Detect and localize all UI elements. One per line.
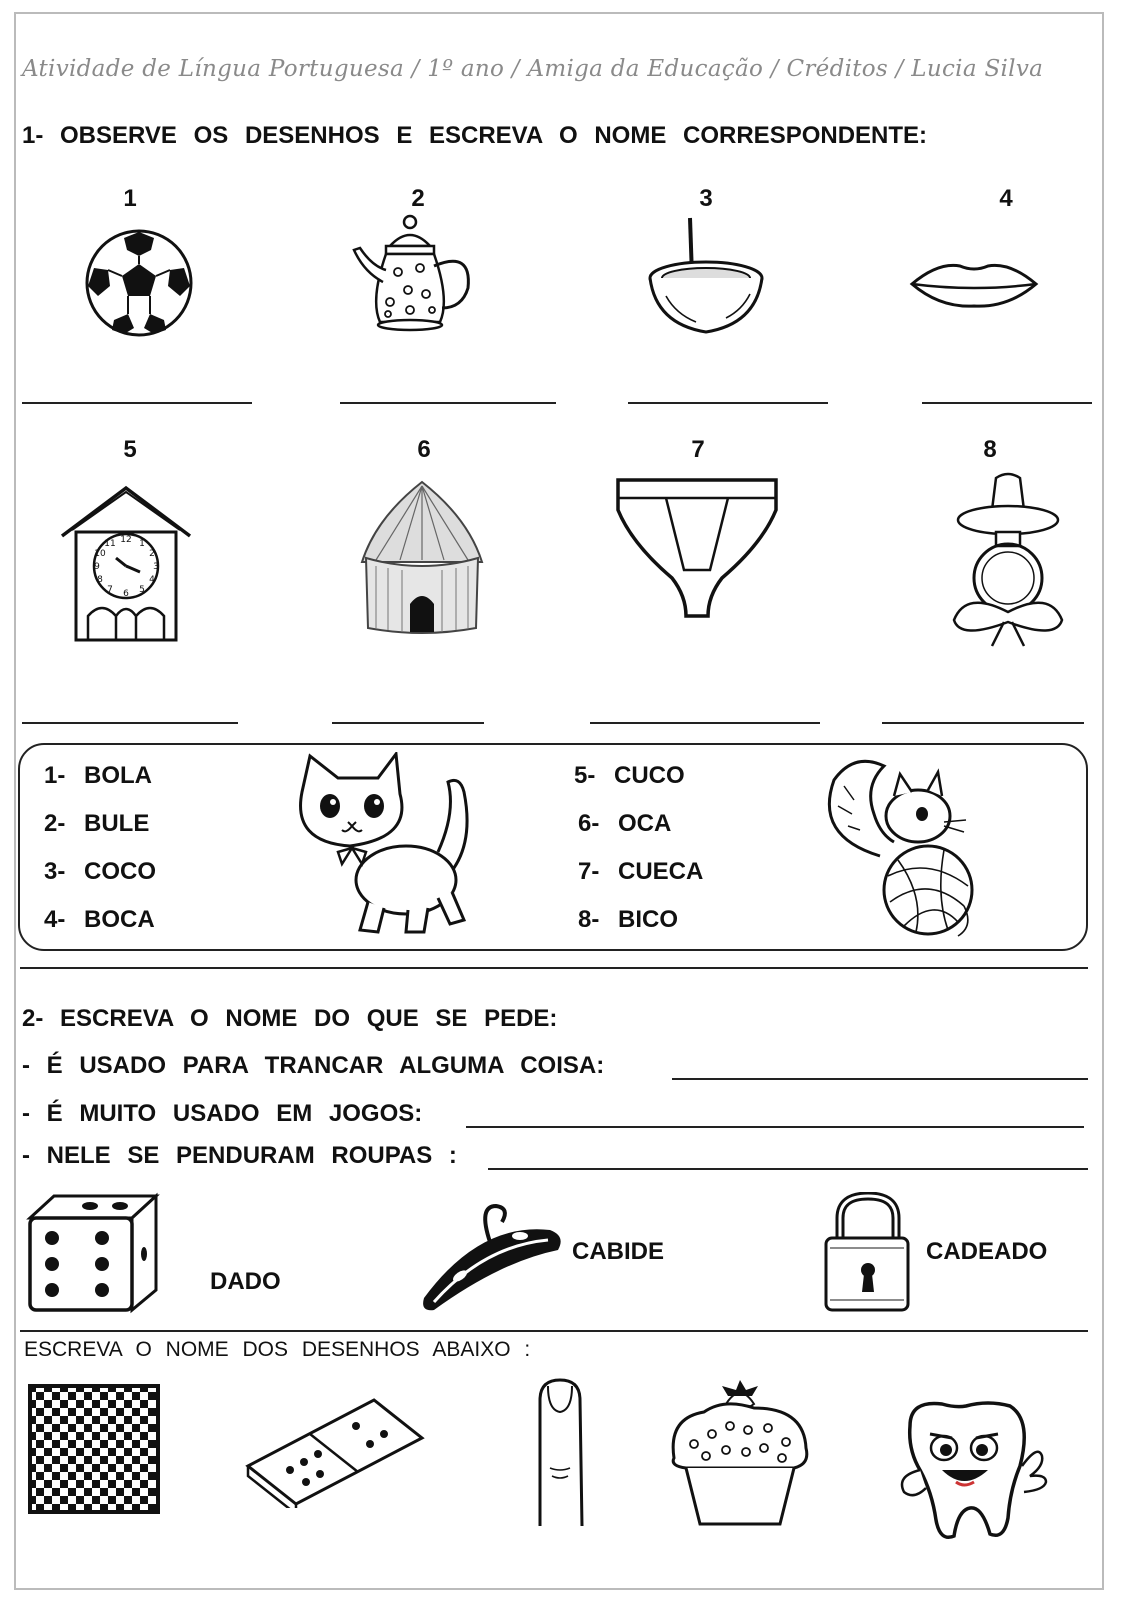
coconut-icon (646, 214, 768, 338)
word-bank-item-5: 5- CUCO (574, 762, 685, 789)
answer-line-2[interactable] (340, 402, 556, 404)
svg-text:12: 12 (120, 535, 132, 545)
cupcake-icon (664, 1378, 816, 1528)
kitten-icon (288, 752, 488, 942)
item-number-8: 8 (983, 436, 997, 463)
finger-icon (534, 1376, 588, 1528)
pacifier-icon (946, 470, 1070, 650)
answer-line-5[interactable] (22, 722, 238, 724)
svg-text:10: 10 (94, 549, 106, 559)
svg-text:11: 11 (104, 539, 116, 549)
label-cadeado: CADEADO (926, 1238, 1048, 1265)
word-bank-item-4: 4- BOCA (44, 906, 155, 933)
hut-icon (356, 478, 488, 638)
item-number-5: 5 (123, 436, 137, 463)
svg-text:8: 8 (97, 575, 103, 585)
answer-line-6[interactable] (332, 722, 484, 724)
checkerboard-icon (28, 1384, 160, 1514)
lips-icon (908, 258, 1040, 310)
teapot-icon (350, 210, 480, 340)
question-lock: - É USADO PARA TRANCAR ALGUMA COISA: (22, 1052, 605, 1079)
underwear-icon (612, 474, 782, 624)
credits-line: Atividade de Língua Portuguesa / 1º ano / Amiga da Educação / Créditos / Lucia Silva (22, 56, 1044, 82)
item-number-6: 6 (417, 436, 431, 463)
word-bank-item-6: 6- OCA (578, 810, 672, 837)
exercise1-title: 1- OBSERVE OS DESENHOS E ESCREVA O NOME CORRESPONDENTE: (22, 122, 928, 149)
answer-line-lock[interactable] (672, 1078, 1088, 1080)
squirrel-yarn-icon (824, 756, 974, 938)
word-bank-item-7: 7- CUECA (578, 858, 704, 885)
item-number-7: 7 (691, 436, 705, 463)
section-divider-1 (20, 967, 1088, 969)
item-number-1: 1 (123, 185, 137, 212)
question-games: - É MUITO USADO EM JOGOS: (22, 1100, 423, 1127)
dice-icon (26, 1192, 160, 1314)
item-number-4: 4 (999, 185, 1013, 212)
cuckoo-clock-icon (58, 484, 194, 644)
svg-text:4: 4 (149, 575, 155, 585)
item-number-2: 2 (411, 185, 425, 212)
answer-line-7[interactable] (590, 722, 820, 724)
answer-line-clothes[interactable] (488, 1168, 1088, 1170)
padlock-icon (822, 1192, 912, 1314)
word-bank-item-8: 8- BICO (578, 906, 679, 933)
exercise2-title: 2- ESCREVA O NOME DO QUE SE PEDE: (22, 1005, 558, 1032)
word-bank-item-3: 3- COCO (44, 858, 157, 885)
label-dado: DADO (210, 1268, 281, 1295)
svg-text:6: 6 (123, 589, 129, 599)
answer-line-3[interactable] (628, 402, 828, 404)
svg-text:1: 1 (139, 539, 145, 549)
svg-text:7: 7 (107, 585, 113, 595)
tooth-icon (896, 1396, 1052, 1544)
svg-text:5: 5 (139, 585, 145, 595)
answer-line-1[interactable] (22, 402, 252, 404)
exercise3-title: ESCREVA O NOME DOS DESENHOS ABAIXO : (24, 1338, 531, 1361)
svg-text:3: 3 (153, 562, 159, 572)
svg-text:9: 9 (94, 562, 100, 572)
answer-line-games[interactable] (466, 1126, 1084, 1128)
answer-line-8[interactable] (882, 722, 1084, 724)
word-bank-item-2: 2- BULE (44, 810, 150, 837)
hanger-icon (420, 1202, 566, 1314)
svg-text:2: 2 (149, 549, 155, 559)
question-clothes: - NELE SE PENDURAM ROUPAS : (22, 1142, 457, 1169)
word-bank-item-1: 1- BOLA (44, 762, 152, 789)
domino-icon (244, 1396, 426, 1508)
soccer-ball-icon (84, 228, 194, 338)
section-divider-2 (20, 1330, 1088, 1332)
answer-line-4[interactable] (922, 402, 1092, 404)
item-number-3: 3 (699, 185, 713, 212)
label-cabide: CABIDE (572, 1238, 665, 1265)
